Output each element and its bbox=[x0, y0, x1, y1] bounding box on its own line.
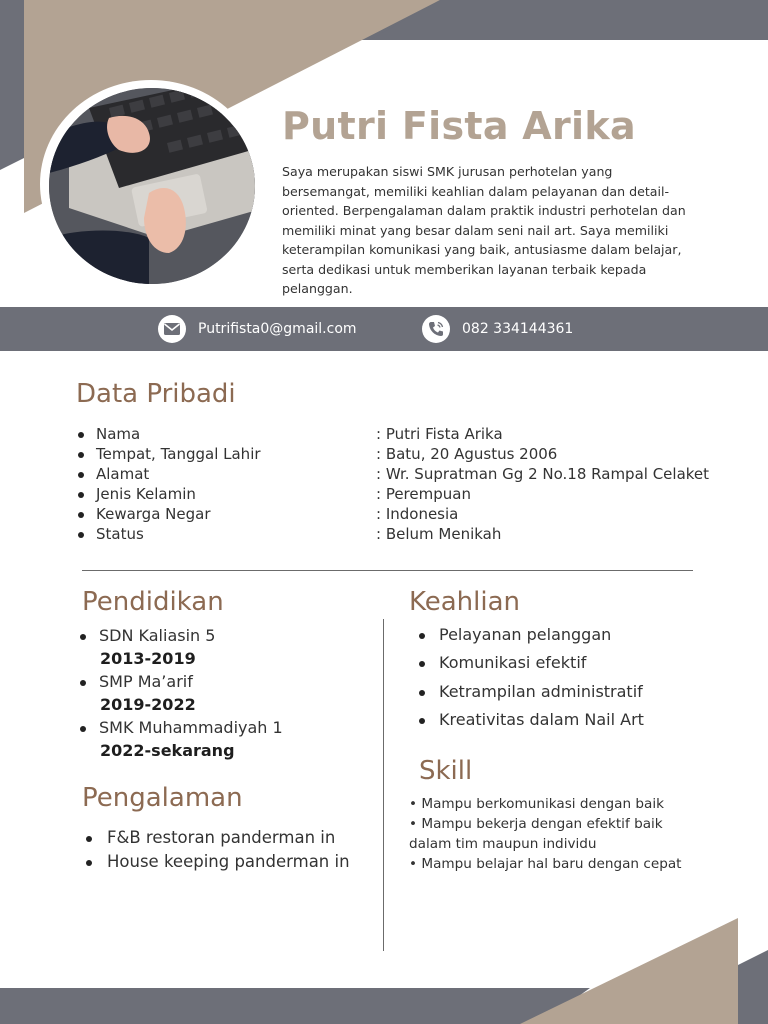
keahlian-text: Pelayanan pelanggan bbox=[439, 625, 612, 644]
row-value: : Putri Fista Arika bbox=[376, 425, 503, 443]
pengalaman-heading: Pengalaman bbox=[82, 783, 243, 813]
bullet bbox=[80, 726, 86, 732]
bullet bbox=[78, 452, 84, 458]
bullet bbox=[419, 661, 425, 667]
top-right-slate-edge bbox=[370, 0, 768, 40]
row-label: Status bbox=[96, 525, 144, 543]
top-left-slate-strip bbox=[0, 40, 24, 170]
email-text: Putrifista0@gmail.com bbox=[198, 321, 357, 337]
bullet bbox=[78, 432, 84, 438]
row-value: : Belum Menikah bbox=[376, 525, 502, 543]
skill-line: • Mampu bekerja dengan efektif baik bbox=[409, 816, 663, 832]
bullet bbox=[80, 634, 86, 640]
school-name: SDN Kaliasin 5 bbox=[99, 626, 216, 645]
bullet bbox=[419, 633, 425, 639]
row-value: : Perempuan bbox=[376, 485, 471, 503]
profile-photo-frame bbox=[40, 80, 262, 288]
bullet bbox=[78, 532, 84, 538]
skill-heading: Skill bbox=[419, 756, 473, 786]
profile-summary: Saya merupakan siswi SMK jurusan perhotelan yang bersemangat, memiliki keahlian dalam pelayanan dan detail-oriented. Berpengalaman dalam praktik industri perhotelan dan memiliki minat yang besar dalam seni nail art. Saya memiliki keterampilan komunikasi yang baik, antusiasme dalam belajar, serta dedikasi untuk memberikan layanan terbaik kepada pelanggan. bbox=[282, 164, 686, 296]
bullet bbox=[419, 718, 425, 724]
column-divider bbox=[383, 619, 384, 951]
candidate-name: Putri Fista Arika bbox=[282, 104, 636, 148]
bullet bbox=[86, 836, 92, 842]
education-years: 2019-2022 bbox=[100, 695, 196, 714]
mail-icon bbox=[158, 315, 186, 343]
experience-text: House keeping panderman in bbox=[107, 852, 350, 871]
row-label: Kewarga Negar bbox=[96, 505, 211, 523]
bottom-right-slate-corner bbox=[738, 950, 768, 1024]
row-label: Jenis Kelamin bbox=[96, 485, 196, 503]
phone-text: 082 334144361 bbox=[462, 321, 574, 337]
contact-email[interactable] bbox=[158, 307, 357, 351]
row-value: : Indonesia bbox=[376, 505, 459, 523]
bullet bbox=[78, 472, 84, 478]
skill-line: dalam tim maupun individu bbox=[409, 836, 597, 852]
keahlian-heading: Keahlian bbox=[409, 587, 521, 617]
row-label: Alamat bbox=[96, 465, 150, 483]
data-pribadi-heading: Data Pribadi bbox=[76, 379, 236, 409]
experience-text: F&B restoran panderman in bbox=[107, 828, 336, 847]
row-value: : Wr. Supratman Gg 2 No.18 Rampal Celaket bbox=[376, 465, 710, 483]
profile-photo bbox=[49, 88, 255, 284]
row-label: Tempat, Tanggal Lahir bbox=[96, 445, 261, 463]
education-years: 2013-2019 bbox=[100, 649, 196, 668]
row-label: Nama bbox=[96, 425, 141, 443]
bullet bbox=[419, 690, 425, 696]
keahlian-text: Ketrampilan administratif bbox=[439, 682, 643, 701]
section-divider bbox=[82, 570, 693, 571]
pendidikan-heading: Pendidikan bbox=[82, 587, 224, 617]
bottom-slate-band bbox=[0, 988, 590, 1024]
school-name: SMK Muhammadiyah 1 bbox=[99, 718, 283, 737]
row-value: : Batu, 20 Agustus 2006 bbox=[376, 445, 558, 463]
contact-bar bbox=[0, 307, 768, 351]
bullet bbox=[86, 860, 92, 866]
bullet bbox=[80, 680, 86, 686]
education-years: 2022-sekarang bbox=[100, 741, 235, 760]
school-name: SMP Ma’arif bbox=[99, 672, 193, 691]
bullet bbox=[78, 492, 84, 498]
bullet bbox=[78, 512, 84, 518]
keahlian-text: Komunikasi efektif bbox=[439, 653, 587, 672]
skill-line: • Mampu belajar hal baru dengan cepat bbox=[409, 856, 682, 872]
laptop-typing-illustration bbox=[49, 88, 255, 284]
skill-line: • Mampu berkomunikasi dengan baik bbox=[409, 796, 664, 812]
skill-list bbox=[409, 794, 709, 874]
phone-icon bbox=[422, 315, 450, 343]
keahlian-text: Kreativitas dalam Nail Art bbox=[439, 710, 644, 729]
contact-phone[interactable] bbox=[422, 307, 573, 351]
